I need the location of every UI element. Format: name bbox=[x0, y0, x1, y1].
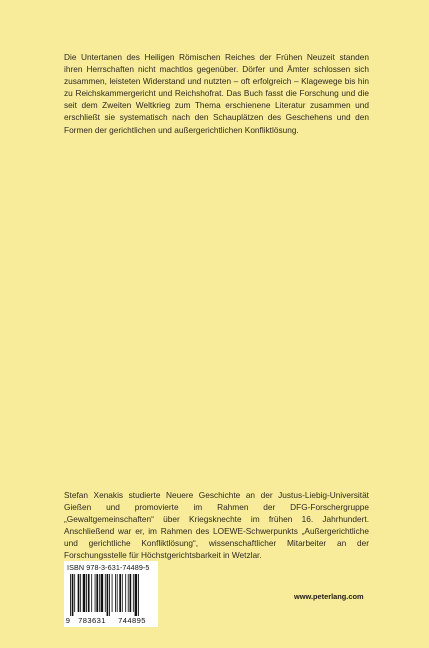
barcode-bar bbox=[99, 574, 100, 612]
barcode-bar bbox=[128, 574, 129, 612]
isbn-barcode bbox=[64, 561, 158, 627]
barcode-digits bbox=[64, 616, 158, 625]
barcode-bar bbox=[74, 574, 75, 612]
barcode-bar bbox=[101, 574, 104, 612]
barcode-bar bbox=[130, 574, 132, 612]
barcode-bar bbox=[125, 574, 126, 612]
barcode-bar bbox=[96, 574, 98, 612]
barcode-bar bbox=[86, 574, 87, 612]
barcode-bar bbox=[107, 574, 109, 616]
barcode-bar bbox=[70, 574, 71, 616]
barcode-right-group: 744895 bbox=[118, 616, 146, 625]
barcode-bar bbox=[133, 574, 134, 612]
barcode-first-digit: 9 bbox=[65, 616, 71, 625]
author-bio: Stefan Xenakis studierte Neuere Geschichte an der Justus-Liebig-Universität Gießen und promovierte im Rahmen der DFG-Forschergruppe „Gewaltgemeinschaften“ über Kriegsknechte im frühen 16. Jahrhundert. Anschließend war er, im Rahmen des LOEWE-Schwerpunkts „Außergerichtliche und gerichtliche Konfliktlösung“, wissenschaftlicher Mitarbeiter an der Forschungsstelle für Höchstgerichtsbarkeit in Wetzlar. bbox=[64, 490, 369, 561]
barcode-bar bbox=[112, 574, 113, 612]
back-cover-blurb: Die Untertanen des Heiligen Römischen Reiches der Frühen Neuzeit standen ihren Herrschaften nicht machtlos gegenüber. Dörfer und Ämter schlossen sich zusammen, leisteten Widerstand und nutzten – oft erfolgreich – Klagewege bis hin zu Reichskammergericht und Reichshofrat. Das Buch fasst die Forschung und die seit dem Zweiten Weltkrieg zum Thema erschienene Literatur zusammen und erschließt sie systematisch nach den Schauplätzen des Geschehens und den Formen der gerichtlichen und außergerichtlichen Konfliktlösung. bbox=[64, 52, 369, 135]
barcode-bar bbox=[122, 574, 123, 612]
barcode-bar bbox=[105, 574, 106, 612]
barcode-bar bbox=[119, 574, 121, 612]
barcode-bar bbox=[88, 574, 90, 612]
barcode-bars bbox=[69, 574, 153, 616]
barcode-bar bbox=[115, 574, 116, 612]
barcode-bar bbox=[95, 574, 96, 612]
barcode-bar bbox=[91, 574, 92, 612]
barcode-left-group: 783631 bbox=[78, 616, 106, 625]
isbn-label: ISBN 978-3-631-74489-5 bbox=[67, 563, 150, 572]
barcode-bar bbox=[80, 574, 81, 612]
barcode-bar bbox=[72, 574, 74, 616]
barcode-bar bbox=[78, 574, 80, 612]
barcode-bar bbox=[138, 574, 139, 616]
barcode-bar bbox=[135, 574, 138, 616]
publisher-website[interactable]: www.peterlang.com bbox=[294, 592, 364, 601]
barcode-bar bbox=[109, 574, 110, 616]
barcode-bar bbox=[117, 574, 118, 612]
barcode-bar bbox=[83, 574, 86, 612]
